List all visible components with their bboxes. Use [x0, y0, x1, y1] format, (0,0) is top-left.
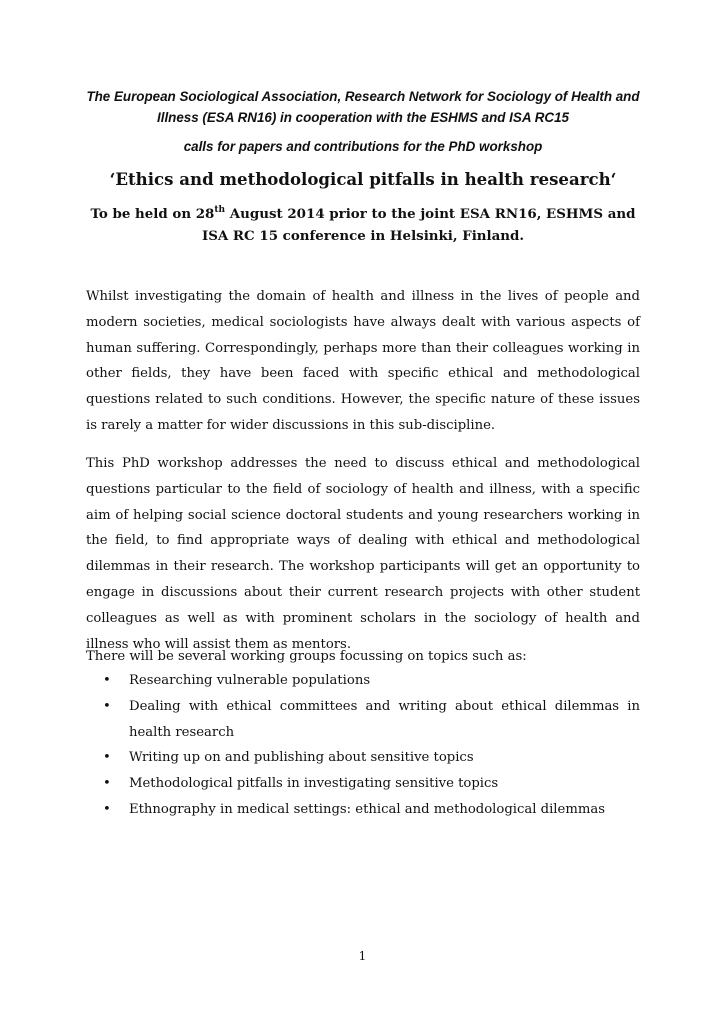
topic-text: Writing up on and publishing about sensitive topics	[129, 750, 474, 766]
calls-subheading: calls for papers and contributions for the PhD workshop	[183, 139, 543, 154]
held-suffix: August 2014 prior to the joint ESA RN16, ESHMS and ISA RC 15 conference in Helsinki, Finland.	[201, 206, 636, 244]
bullet-icon: •	[103, 673, 111, 688]
topic-text: Dealing with ethical committees and writing about ethical dilemmas in health research	[129, 698, 640, 740]
bullet-icon: •	[103, 776, 111, 792]
organization-heading: The European Sociological Association, Research Network for Sociology of Health and Illness (ESA RN16) in cooperation with the ESHMS and ISA RC15	[86, 89, 640, 125]
list-item	[86, 771, 640, 797]
list-item	[86, 668, 640, 694]
topics-list	[86, 668, 640, 823]
held-prefix: To be held on 28	[90, 206, 215, 222]
topics-intro-paragraph: There will be several working groups focussing on topics such as:	[86, 649, 527, 664]
intro-paragraph: Whilst investigating the domain of health and illness in the lives of people and modern societies, medical sociologists have always dealt with various aspects of human suffering. Correspondingly, perhaps more than their colleagues working in other fields, they have been faced with specific ethical and methodological questions related to such conditions. However, the specific nature of these issues is rarely a matter for wider discussions in this sub-discipline.	[86, 289, 640, 433]
list-item	[86, 694, 640, 746]
bullet-icon: •	[103, 750, 111, 766]
list-item	[86, 745, 640, 771]
workshop-title: ‘Ethics and methodological pitfalls in health research‘	[109, 169, 617, 189]
list-item	[86, 797, 640, 823]
workshop-paragraph: This PhD workshop addresses the need to discuss ethical and methodological questions particular to the field of sociology of health and illness, with a specific aim of helping social science doctoral students and young researchers working in the field, to find appropriate ways of dealing with ethical and methodological dilemmas in their research. The workshop participants will get an opportunity to engage in discussions about their current research projects with other student colleagues as well as with prominent scholars in the sociology of health and illness who will assist them as mentors.	[86, 456, 640, 652]
topic-text: Methodological pitfalls in investigating sensitive topics	[129, 776, 499, 792]
topic-text: Ethnography in medical settings: ethical and methodological dilemmas	[129, 801, 605, 817]
page-number: 1	[358, 949, 367, 963]
topic-text: Researching vulnerable populations	[129, 673, 371, 688]
event-date-location	[86, 203, 640, 247]
held-superscript: th	[214, 204, 226, 215]
bullet-icon: •	[103, 698, 111, 714]
bullet-icon: •	[103, 801, 111, 817]
